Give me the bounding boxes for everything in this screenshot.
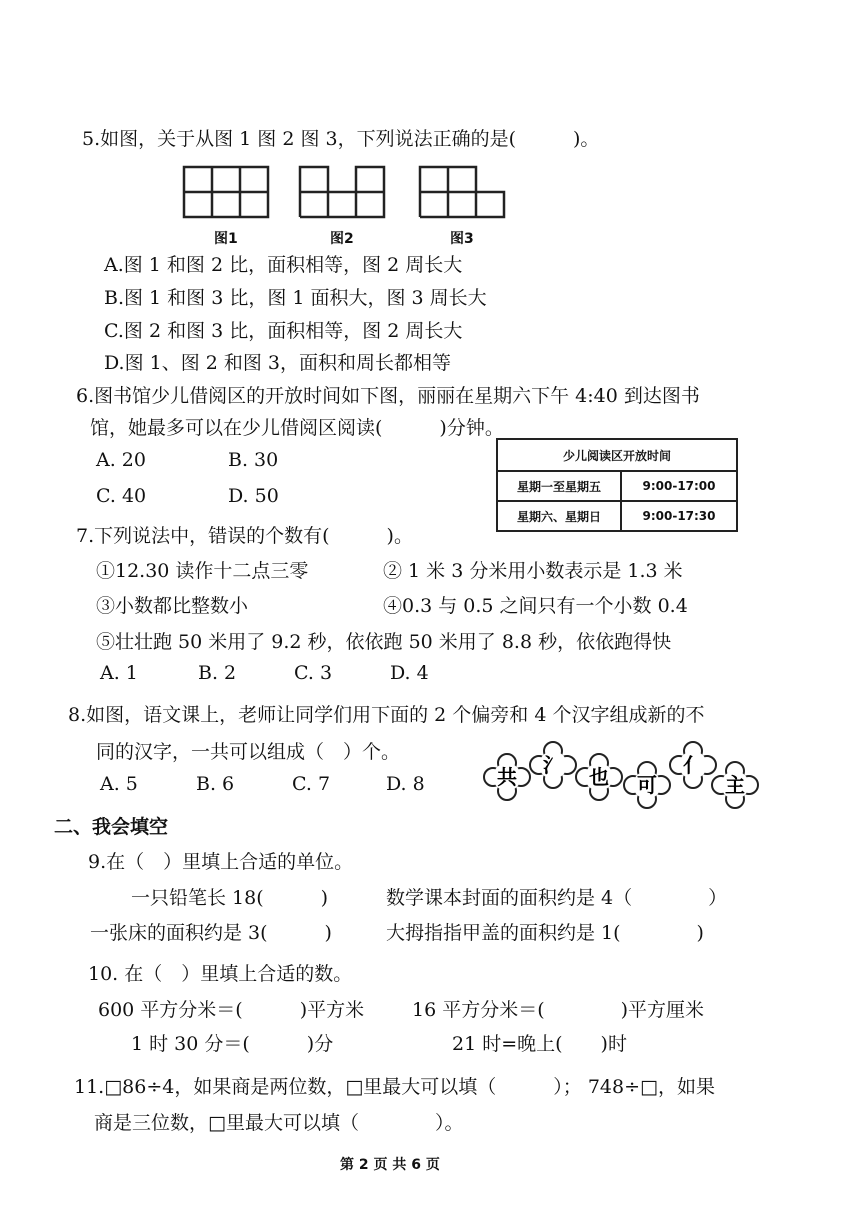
q5-option-a: A.图 1 和图 2 比，面积相等，图 2 周长大 (104, 254, 463, 276)
flower-char-6 (710, 760, 760, 810)
flower-char-4 (622, 760, 672, 810)
q9-stem: 9.在（ ）里填上合适的单位。 (88, 851, 354, 873)
q7-stem: 7.下列说法中，错误的个数有( )。 (76, 525, 413, 547)
opening-hours-title: 少儿阅读区开放时间 (497, 439, 737, 471)
flower-char-2 (528, 740, 578, 790)
q6-option-d: D. 50 (228, 485, 279, 507)
q9-item-1: 一只铅笔长 18( ) (131, 887, 329, 909)
q5-stem: 5.如图，关于从图 1 图 2 图 3，下列说法正确的是( )。 (82, 128, 600, 150)
q8-line1: 8.如图，语文课上，老师让同学们用下面的 2 个偏旁和 4 个汉字组成新的不 (68, 704, 705, 726)
q5-option-b: B.图 1 和图 3 比，图 1 面积大，图 3 周长大 (104, 287, 487, 309)
q7-option-d: D. 4 (390, 662, 429, 684)
q9-item-2: 数学课本封面的面积约是 4（ ） (386, 887, 728, 909)
q11-line1: 11.□86÷4，如果商是两位数，□里最大可以填（ ）； 748÷□，如果 (74, 1076, 715, 1098)
q7-option-c: C. 3 (294, 662, 333, 684)
q6-line1: 6.图书馆少儿借阅区的开放时间如下图，丽丽在星期六下午 4:40 到达图书 (76, 385, 700, 407)
fig-label-2: 图2 (330, 231, 354, 247)
q10-item-3: 1 时 30 分＝( )分 (131, 1033, 334, 1055)
q11-line2: 商是三位数，□里最大可以填（ ）。 (94, 1112, 464, 1134)
q10-item-1: 600 平方分米＝( )平方米 (98, 999, 365, 1021)
q10-stem: 10. 在（ ）里填上合适的数。 (88, 963, 353, 985)
hours-row1-days: 星期一至星期五 (497, 471, 621, 501)
q8-option-d: D. 8 (386, 773, 425, 795)
flower-char-3-text: 也 (589, 765, 609, 789)
section-title: 二、我会填空 (54, 816, 169, 838)
page-footer: 第 2 页 共 6 页 (340, 1157, 440, 1173)
q6-option-c: C. 40 (96, 485, 147, 507)
flower-char-1 (482, 752, 532, 802)
flower-char-1-text: 共 (497, 765, 517, 789)
figure-3 (420, 167, 504, 217)
fig-label-3: 图3 (450, 231, 474, 247)
q10-item-2: 16 平方分米＝( )平方厘米 (412, 999, 705, 1021)
figure-1 (184, 167, 268, 217)
fig-label-1: 图1 (214, 231, 238, 247)
q8-line2: 同的汉字，一共可以组成（ ）个。 (96, 741, 401, 763)
q7-item-1: ①12.30 读作十二点三零 (96, 560, 309, 582)
flower-char-2-text: 氵 (543, 753, 563, 777)
q5-option-d: D.图 1、图 2 和图 3，面积和周长都相等 (104, 352, 452, 374)
q8-option-a: A. 5 (100, 773, 138, 795)
hours-row1-time: 9:00-17:00 (621, 471, 737, 501)
figure-2 (300, 167, 384, 217)
q7-option-a: A. 1 (100, 662, 138, 684)
q8-option-b: B. 6 (196, 773, 235, 795)
flower-char-3 (574, 752, 624, 802)
q7-item-2: ② 1 米 3 分米用小数表示是 1.3 米 (383, 560, 683, 582)
q9-item-3: 一张床的面积约是 3( ) (90, 922, 332, 944)
opening-hours-table (496, 438, 738, 532)
q7-item-4: ④0.3 与 0.5 之间只有一个小数 0.4 (383, 595, 688, 617)
flower-char-4-text: 可 (637, 773, 657, 797)
flower-char-6-text: 主 (725, 773, 745, 797)
q6-option-a: A. 20 (96, 449, 146, 471)
flower-char-5-text: 亻 (683, 753, 703, 777)
q8-option-c: C. 7 (292, 773, 331, 795)
q6-line2: 馆，她最多可以在少儿借阅区阅读( )分钟。 (90, 417, 504, 439)
q10-item-4: 21 时=晚上( )时 (452, 1033, 627, 1055)
q7-option-b: B. 2 (198, 662, 237, 684)
q5-option-c: C.图 2 和图 3 比，面积相等，图 2 周长大 (104, 320, 463, 342)
q7-item-3: ③小数都比整数小 (96, 595, 249, 617)
hours-row2-time: 9:00-17:30 (621, 501, 737, 531)
hours-row2-days: 星期六、星期日 (497, 501, 621, 531)
q6-option-b: B. 30 (228, 449, 279, 471)
q5-figures (180, 163, 510, 223)
q7-item-5: ⑤壮壮跑 50 米用了 9.2 秒，依依跑 50 米用了 8.8 秒，依依跑得快 (96, 631, 672, 653)
q9-item-4: 大拇指指甲盖的面积约是 1( ) (386, 922, 704, 944)
